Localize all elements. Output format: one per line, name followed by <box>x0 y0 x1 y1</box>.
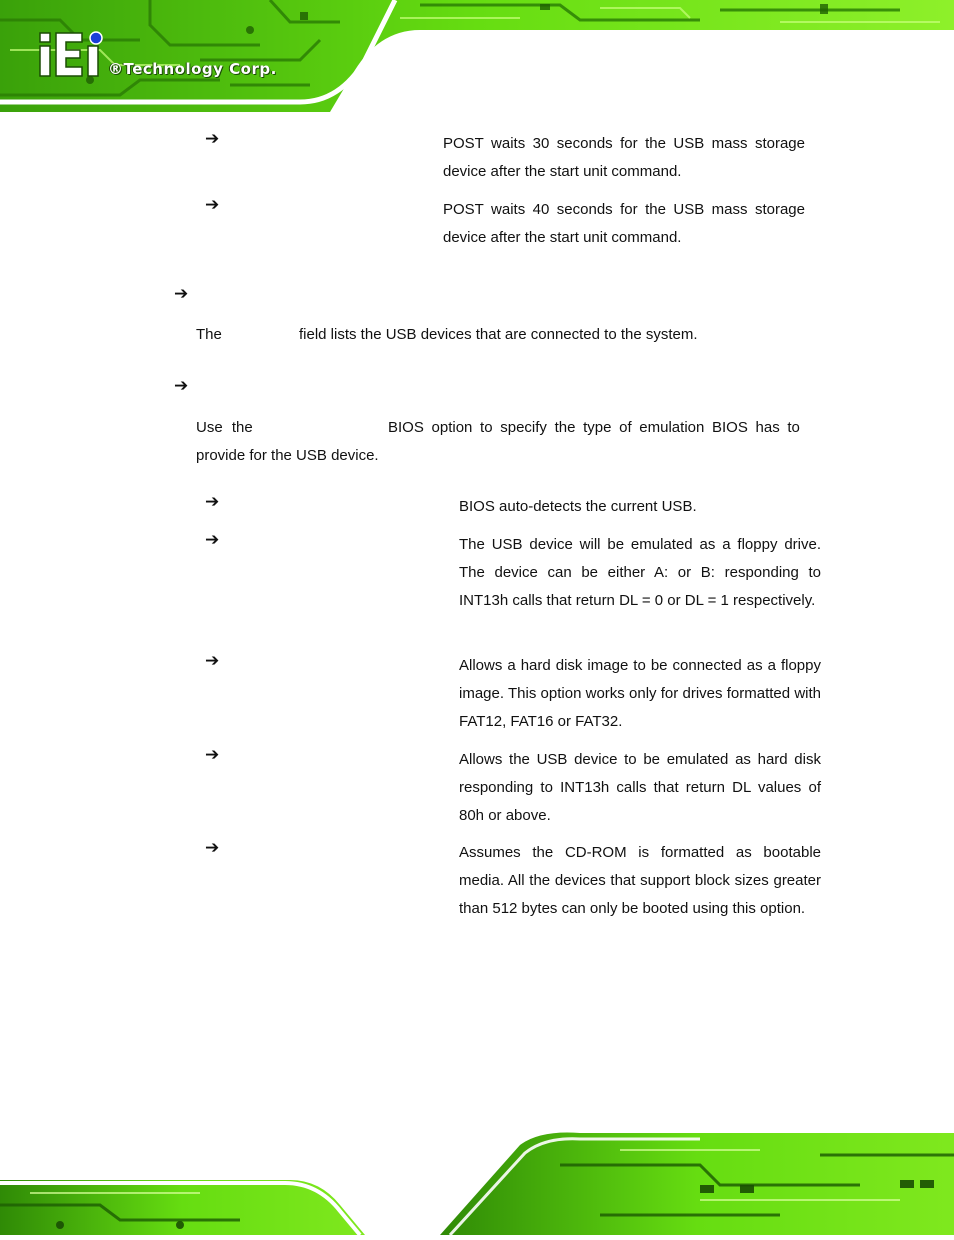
company-name: ®Technology Corp. <box>108 60 277 78</box>
circuit-board-graphic <box>0 1125 954 1235</box>
arrow-bullet-icon: ➔ <box>205 492 220 512</box>
paragraph-text: BIOS option to specify the type of emulation BIOS has to <box>388 419 800 436</box>
header-banner <box>0 0 954 112</box>
option-description: The USB device will be emulated as a floppy drive. The device can be either A: or B: responding to INT13h calls that return DL = 0 or DL = 1 respectively. <box>459 536 821 609</box>
arrow-bullet-icon: ➔ <box>205 651 220 671</box>
footer-banner <box>0 1125 954 1235</box>
option-description: POST waits 30 seconds for the USB mass storage device after the start unit command. <box>443 135 805 180</box>
option-description: Assumes the CD-ROM is formatted as bootable media. All the devices that support block sizes greater than 512 bytes can only be booted using this option. <box>459 844 821 917</box>
option-description: Allows the USB device to be emulated as hard disk responding to INT13h calls that return DL values of 80h or above. <box>459 751 821 824</box>
arrow-bullet-icon: ➔ <box>174 376 189 396</box>
option-description: POST waits 40 seconds for the USB mass storage device after the start unit command. <box>443 201 805 246</box>
option-description: BIOS auto-detects the current USB. <box>459 498 697 515</box>
arrow-bullet-icon: ➔ <box>205 129 220 149</box>
arrow-bullet-icon: ➔ <box>205 195 220 215</box>
arrow-bullet-icon: ➔ <box>174 284 189 304</box>
paragraph-text: provide for the USB device. <box>196 447 379 464</box>
paragraph-text: field lists the USB devices that are connected to the system. <box>299 326 698 343</box>
arrow-bullet-icon: ➔ <box>205 530 220 550</box>
option-description: Allows a hard disk image to be connected as a floppy image. This option works only for drives formatted with FAT12, FAT16 or FAT32. <box>459 657 821 730</box>
arrow-bullet-icon: ➔ <box>205 838 220 858</box>
circuit-board-graphic <box>0 0 954 112</box>
arrow-bullet-icon: ➔ <box>205 745 220 765</box>
paragraph-text: The <box>196 326 222 343</box>
paragraph-text: Use the <box>196 419 253 436</box>
iei-logo <box>40 32 102 76</box>
